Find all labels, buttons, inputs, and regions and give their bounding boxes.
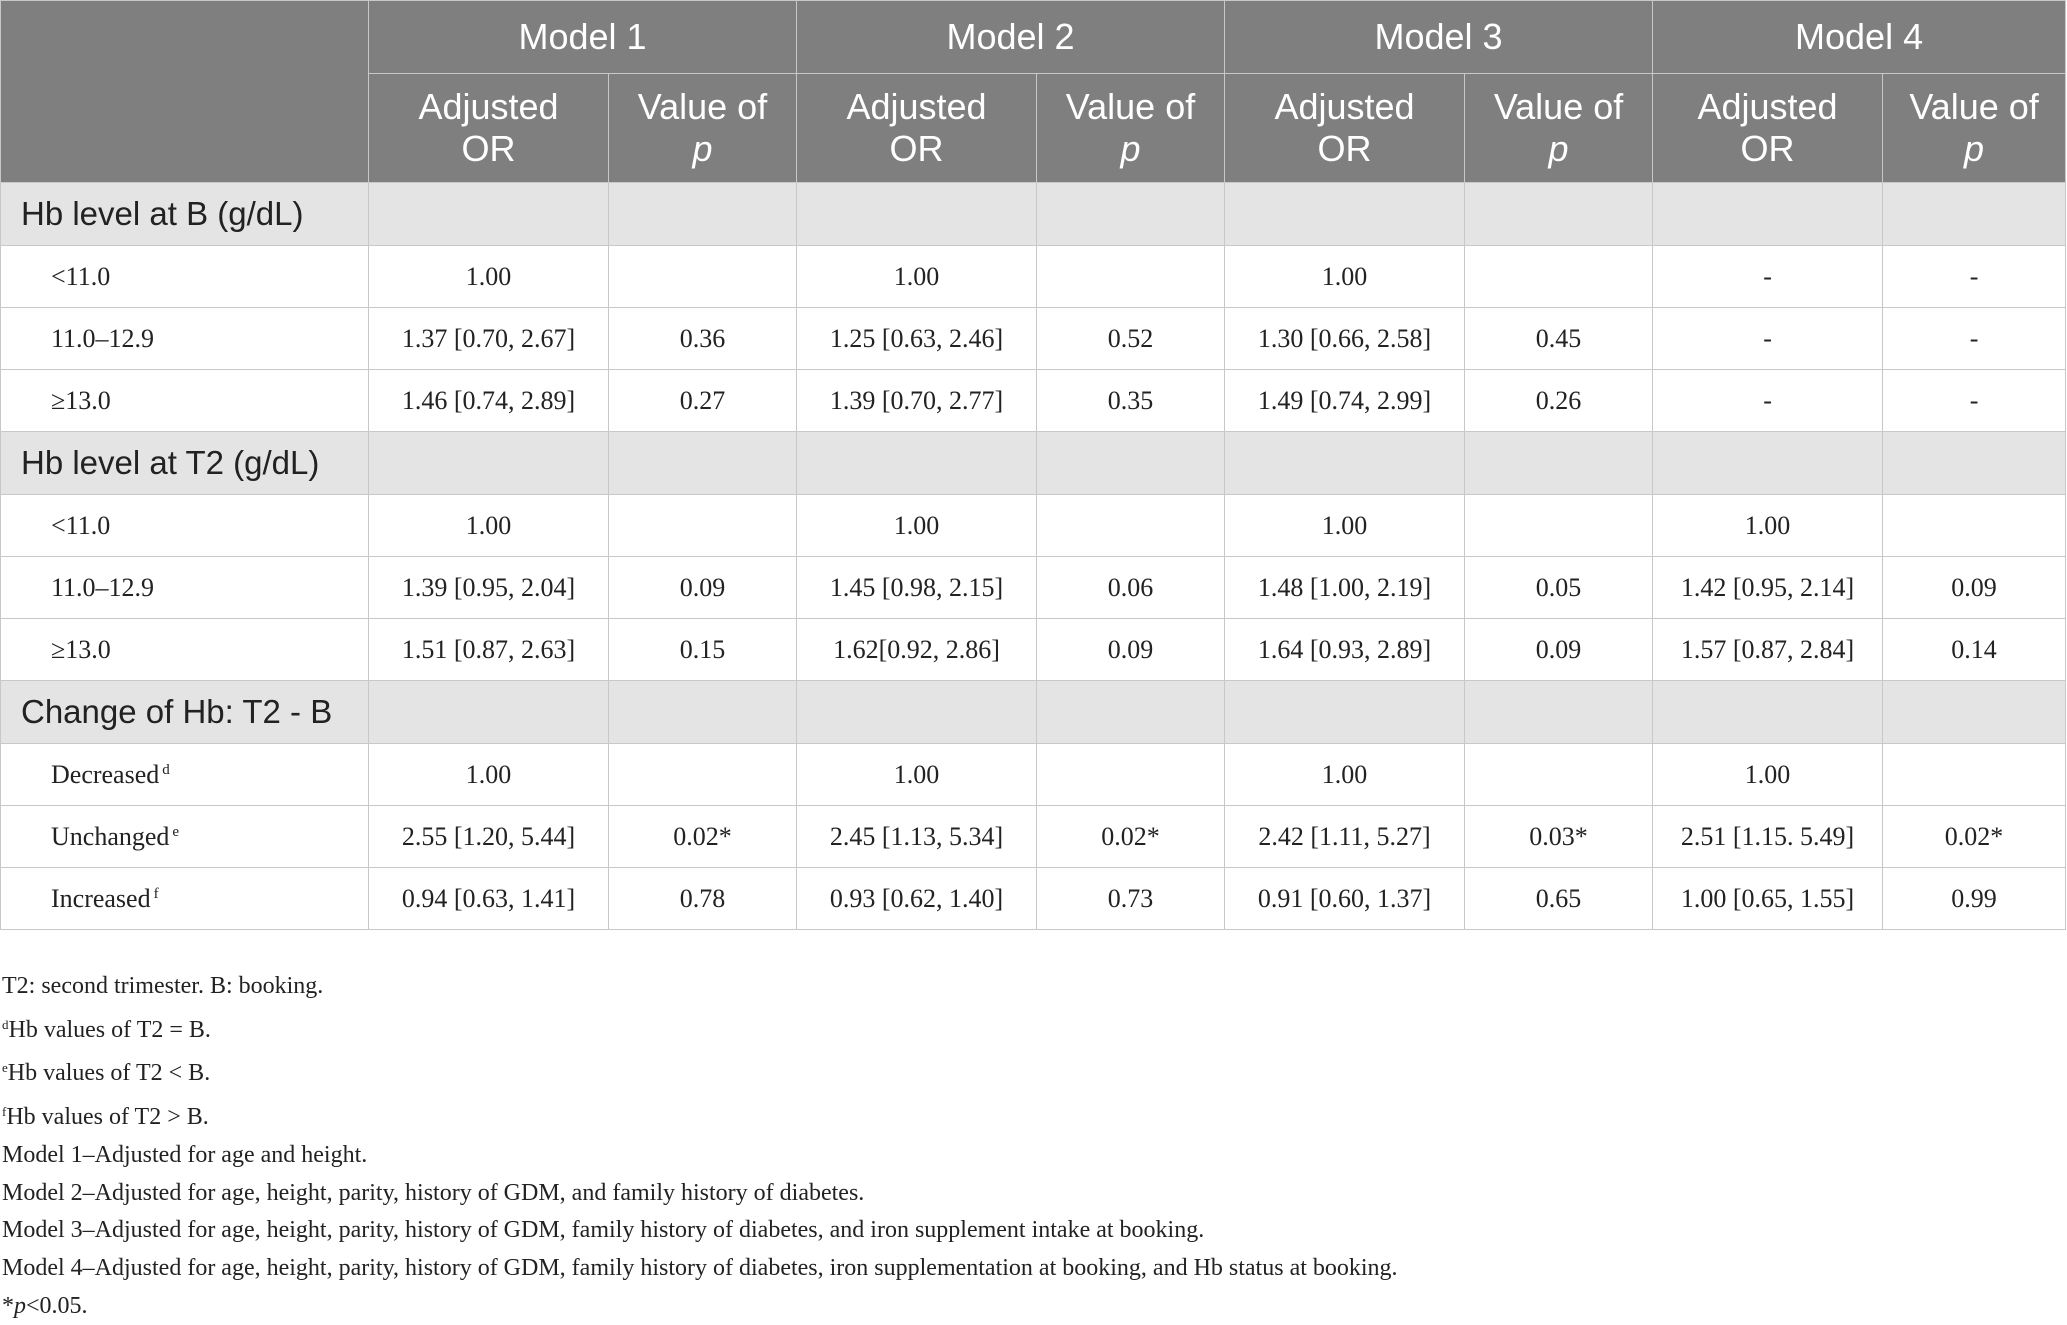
adjusted-or-cell: 1.00 <box>369 744 609 806</box>
p-value-cell: - <box>1883 308 2066 370</box>
row-label <box>1 868 369 930</box>
table-row <box>1 495 2066 557</box>
footnote-f-text: Hb values of T2 > B. <box>6 1104 209 1131</box>
header-p-value-model-3 <box>1465 74 1653 183</box>
section-label: Hb level at T2 (g/dL) <box>1 432 369 495</box>
table-body <box>1 183 2066 930</box>
header-model-4: Model 4 <box>1653 1 2066 74</box>
adjusted-or-cell: 1.37 [0.70, 2.67] <box>369 308 609 370</box>
header-model-3: Model 3 <box>1225 1 1653 74</box>
p-value-cell <box>609 495 797 557</box>
header-adjusted-or-model-1 <box>369 74 609 183</box>
p-value-line1: Value of <box>1065 86 1196 127</box>
section-label: Hb level at B (g/dL) <box>1 183 369 246</box>
section-empty-cell <box>609 681 797 744</box>
table-row <box>1 246 2066 308</box>
row-label-footnote-mark: d <box>162 761 170 778</box>
header-adjusted-or-model-2 <box>797 74 1037 183</box>
table-row <box>1 868 2066 930</box>
table-row <box>1 370 2066 432</box>
p-value-cell: 0.15 <box>609 619 797 681</box>
row-label <box>1 308 369 370</box>
adjusted-or-line2: OR <box>889 128 944 169</box>
adjusted-or-line2: OR <box>1740 128 1795 169</box>
p-value-line1: Value of <box>1909 86 2039 127</box>
section-label: Change of Hb: T2 - B <box>1 681 369 744</box>
p-value-cell: - <box>1883 246 2066 308</box>
p-value-cell: 0.06 <box>1037 557 1225 619</box>
table-row <box>1 806 2066 868</box>
adjusted-or-cell: 1.30 [0.66, 2.58] <box>1225 308 1465 370</box>
adjusted-or-cell: 2.55 [1.20, 5.44] <box>369 806 609 868</box>
adjusted-or-cell: 1.00 <box>797 744 1037 806</box>
p-value-cell: 0.45 <box>1465 308 1653 370</box>
header-p-value-model-2 <box>1037 74 1225 183</box>
section-empty-cell <box>1465 432 1653 495</box>
adjusted-or-cell: 1.00 <box>797 246 1037 308</box>
section-empty-cell <box>1465 183 1653 246</box>
row-label-text: ≥13.0 <box>51 634 111 664</box>
row-label <box>1 744 369 806</box>
adjusted-or-cell: - <box>1653 308 1883 370</box>
table-row <box>1 744 2066 806</box>
section-empty-cell <box>1653 681 1883 744</box>
section-empty-cell <box>609 183 797 246</box>
adjusted-or-cell: 1.00 <box>797 495 1037 557</box>
table-row <box>1 619 2066 681</box>
header-corner <box>1 1 369 183</box>
adjusted-or-cell: 0.91 [0.60, 1.37] <box>1225 868 1465 930</box>
row-label <box>1 806 369 868</box>
p-value-line1: Value of <box>637 86 768 127</box>
section-header-row <box>1 432 2066 495</box>
adjusted-or-cell: 1.00 <box>369 495 609 557</box>
header-adjusted-or-model-3 <box>1225 74 1465 183</box>
p-value-cell <box>1465 495 1653 557</box>
adjusted-or-cell: 1.00 <box>369 246 609 308</box>
row-label <box>1 495 369 557</box>
row-label-text: 11.0–12.9 <box>51 323 155 353</box>
p-value-cell: 0.36 <box>609 308 797 370</box>
header-p-value-model-1 <box>609 74 797 183</box>
row-label-footnote-mark: e <box>172 823 180 840</box>
section-header-row <box>1 183 2066 246</box>
p-value-cell <box>1037 495 1225 557</box>
adjusted-or-cell: 1.00 [0.65, 1.55] <box>1653 868 1883 930</box>
table-row <box>1 308 2066 370</box>
section-empty-cell <box>1883 681 2066 744</box>
row-label <box>1 370 369 432</box>
adjusted-or-cell: 1.00 <box>1225 744 1465 806</box>
footnote-e <box>2 1049 1398 1093</box>
adjusted-or-line2: OR <box>1317 128 1372 169</box>
p-value-cell: 0.09 <box>1883 557 2066 619</box>
row-label-text: <11.0 <box>51 510 111 540</box>
section-empty-cell <box>1225 183 1465 246</box>
p-value-cell <box>609 744 797 806</box>
footnote-d-text: Hb values of T2 = B. <box>8 1016 211 1043</box>
adjusted-or-cell: 1.49 [0.74, 2.99] <box>1225 370 1465 432</box>
adjusted-or-cell: 1.39 [0.95, 2.04] <box>369 557 609 619</box>
footnote-significance <box>2 1288 1398 1325</box>
footnote-f <box>2 1093 1398 1137</box>
section-empty-cell <box>797 183 1037 246</box>
table-header <box>1 1 2066 183</box>
p-value-cell: 0.78 <box>609 868 797 930</box>
p-value-line1: Value of <box>1493 86 1624 127</box>
footnote-model-2: Model 2–Adjusted for age, height, parity, history of GDM, and family history of diabetes. <box>2 1179 865 1206</box>
p-value-cell: 0.02* <box>1037 806 1225 868</box>
section-empty-cell <box>1883 183 2066 246</box>
section-empty-cell <box>1225 681 1465 744</box>
adjusted-or-line1: Adjusted <box>1274 86 1415 127</box>
row-label-text: ≥13.0 <box>51 385 111 415</box>
p-value-cell: 0.05 <box>1465 557 1653 619</box>
section-empty-cell <box>1037 681 1225 744</box>
p-value-cell: 0.09 <box>1465 619 1653 681</box>
footnote-model-1: Model 1–Adjusted for age and height. <box>2 1141 368 1168</box>
adjusted-or-line2: OR <box>461 128 516 169</box>
section-empty-cell <box>369 432 609 495</box>
section-empty-cell <box>1037 432 1225 495</box>
row-label-text: 11.0–12.9 <box>51 572 155 602</box>
row-label-text: Increased <box>51 883 151 913</box>
section-empty-cell <box>797 432 1037 495</box>
section-empty-cell <box>1225 432 1465 495</box>
row-label <box>1 557 369 619</box>
footnote-significance-star: * <box>2 1292 14 1319</box>
row-label-footnote-mark: f <box>153 885 159 902</box>
footnote-model-3: Model 3–Adjusted for age, height, parity, history of GDM, family history of diabetes, and iron supplement intake at booking. <box>2 1217 1205 1244</box>
adjusted-or-cell: 1.00 <box>1653 744 1883 806</box>
section-empty-cell <box>369 681 609 744</box>
p-value-cell: 0.02* <box>609 806 797 868</box>
section-empty-cell <box>1465 681 1653 744</box>
section-empty-cell <box>797 681 1037 744</box>
footnote-model-4: Model 4–Adjusted for age, height, parity, history of GDM, family history of diabetes, iron supplementation at booking, and Hb status at booking. <box>2 1254 1398 1281</box>
header-row-models <box>1 1 2066 74</box>
footnote-d-mark: d <box>2 1016 9 1032</box>
adjusted-or-line1: Adjusted <box>846 86 987 127</box>
adjusted-or-cell: 1.45 [0.98, 2.15] <box>797 557 1037 619</box>
adjusted-or-cell: 1.57 [0.87, 2.84] <box>1653 619 1883 681</box>
p-value-line2: p <box>1120 128 1141 169</box>
p-value-line2: p <box>1964 128 1985 169</box>
adjusted-or-cell: 1.46 [0.74, 2.89] <box>369 370 609 432</box>
footnote-significance-p: p <box>14 1292 26 1319</box>
p-value-cell: - <box>1883 370 2066 432</box>
section-empty-cell <box>1883 432 2066 495</box>
footnote-significance-threshold: <0.05. <box>26 1292 88 1319</box>
footnote-e-text: Hb values of T2 < B. <box>7 1060 211 1087</box>
row-label <box>1 246 369 308</box>
section-empty-cell <box>1037 183 1225 246</box>
section-empty-cell <box>1653 183 1883 246</box>
row-label-text: Unchanged <box>51 821 170 851</box>
section-empty-cell <box>609 432 797 495</box>
p-value-cell: 0.35 <box>1037 370 1225 432</box>
header-model-2: Model 2 <box>797 1 1225 74</box>
adjusted-or-cell: 1.00 <box>1225 495 1465 557</box>
p-value-cell: 0.73 <box>1037 868 1225 930</box>
adjusted-or-line1: Adjusted <box>1697 86 1838 127</box>
adjusted-or-cell: 0.94 [0.63, 1.41] <box>369 868 609 930</box>
adjusted-or-cell: 1.51 [0.87, 2.63] <box>369 619 609 681</box>
adjusted-or-cell: 2.42 [1.11, 5.27] <box>1225 806 1465 868</box>
p-value-cell: 0.14 <box>1883 619 2066 681</box>
p-value-cell: 0.99 <box>1883 868 2066 930</box>
p-value-cell: 0.52 <box>1037 308 1225 370</box>
p-value-cell: 0.65 <box>1465 868 1653 930</box>
adjusted-or-cell: 1.39 [0.70, 2.77] <box>797 370 1037 432</box>
adjusted-or-cell: 2.45 [1.13, 5.34] <box>797 806 1037 868</box>
row-label-text: <11.0 <box>51 261 111 291</box>
adjusted-or-cell: 1.25 [0.63, 2.46] <box>797 308 1037 370</box>
footnote-e-mark: e <box>2 1060 8 1076</box>
section-empty-cell <box>1653 432 1883 495</box>
adjusted-or-cell: - <box>1653 246 1883 308</box>
p-value-cell: 0.03* <box>1465 806 1653 868</box>
p-value-cell: 0.02* <box>1883 806 2066 868</box>
p-value-cell <box>1037 744 1225 806</box>
footnote-f-mark: f <box>2 1104 7 1120</box>
table-footnotes <box>2 968 1398 1325</box>
header-model-1: Model 1 <box>369 1 797 74</box>
adjusted-or-cell: 1.48 [1.00, 2.19] <box>1225 557 1465 619</box>
row-label <box>1 619 369 681</box>
p-value-cell <box>1883 495 2066 557</box>
footnote-abbreviations: T2: second trimester. B: booking. <box>2 973 324 999</box>
p-value-cell <box>1883 744 2066 806</box>
p-value-cell: 0.26 <box>1465 370 1653 432</box>
p-value-cell <box>609 246 797 308</box>
adjusted-or-cell: 1.42 [0.95, 2.14] <box>1653 557 1883 619</box>
table-row <box>1 557 2066 619</box>
adjusted-or-cell: 1.64 [0.93, 2.89] <box>1225 619 1465 681</box>
row-label-text: Decreased <box>51 759 160 789</box>
header-adjusted-or-model-4 <box>1653 74 1883 183</box>
p-value-cell <box>1465 246 1653 308</box>
adjusted-or-cell: 0.93 [0.62, 1.40] <box>797 868 1037 930</box>
section-header-row <box>1 681 2066 744</box>
adjusted-or-cell: 2.51 [1.15. 5.49] <box>1653 806 1883 868</box>
p-value-line2: p <box>692 128 713 169</box>
p-value-cell: 0.09 <box>609 557 797 619</box>
adjusted-or-line1: Adjusted <box>418 86 559 127</box>
p-value-line2: p <box>1548 128 1569 169</box>
adjusted-or-cell: 1.62[0.92, 2.86] <box>797 619 1037 681</box>
adjusted-or-cell: - <box>1653 370 1883 432</box>
adjusted-or-cell: 1.00 <box>1653 495 1883 557</box>
p-value-cell: 0.27 <box>609 370 797 432</box>
header-p-value-model-4 <box>1883 74 2066 183</box>
section-empty-cell <box>369 183 609 246</box>
adjusted-or-cell: 1.00 <box>1225 246 1465 308</box>
p-value-cell <box>1465 744 1653 806</box>
p-value-cell: 0.09 <box>1037 619 1225 681</box>
footnote-d <box>2 1006 1398 1050</box>
p-value-cell <box>1037 246 1225 308</box>
